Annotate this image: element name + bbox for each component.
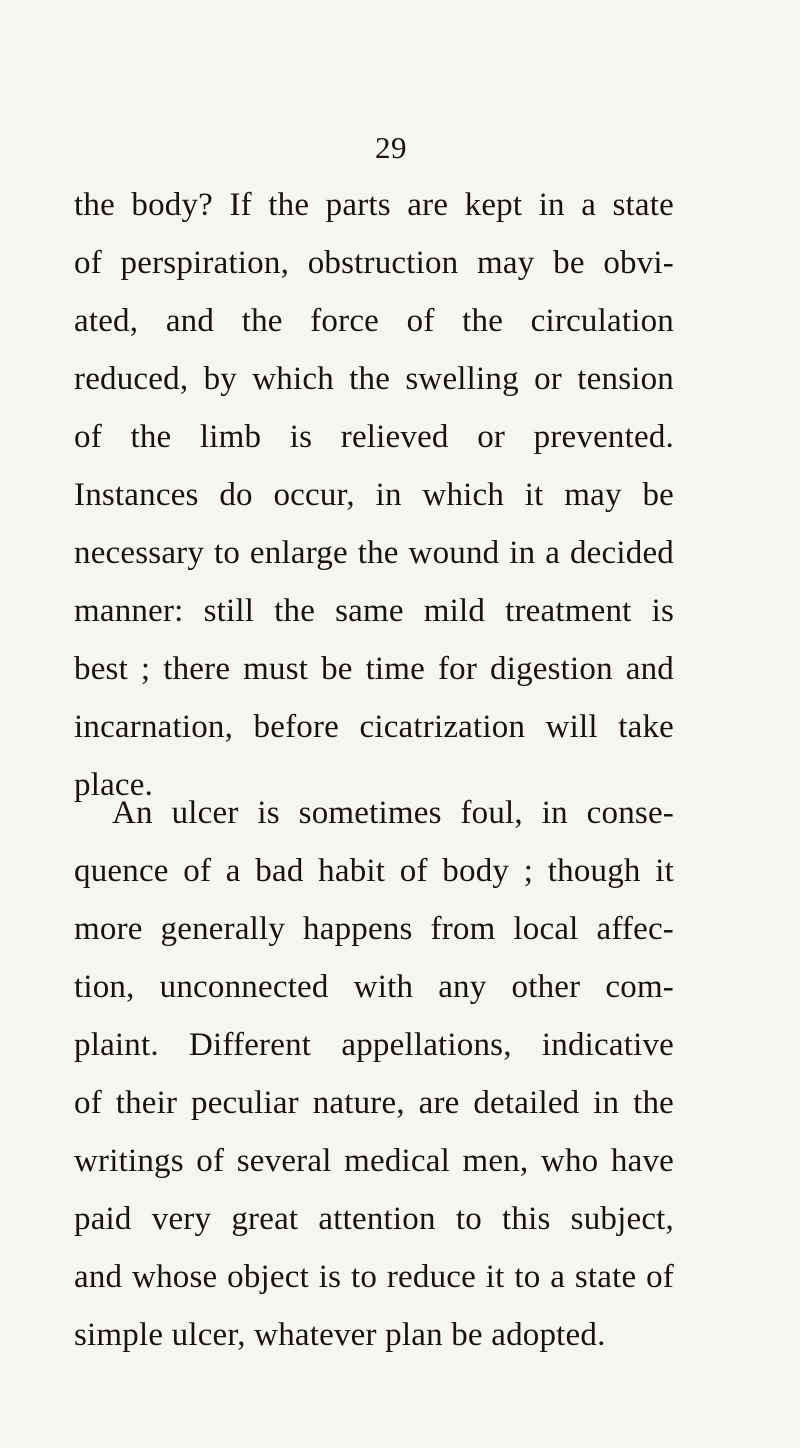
text-line: paid very great attention to this subject, (74, 1201, 674, 1237)
text-line: of perspiration, obstruction may be obvi- (74, 245, 674, 281)
text-line: reduced, by which the swelling or tension (74, 361, 674, 397)
text-line: tion, unconnected with any other com- (74, 969, 674, 1005)
text-line: plaint. Different appellations, indicative (74, 1027, 674, 1063)
text-line: place. (74, 767, 154, 803)
text-line: best ; there must be time for digestion and (74, 651, 674, 687)
text-line: necessary to enlarge the wound in a decided (74, 535, 674, 571)
text-line: An ulcer is sometimes foul, in conse- (112, 795, 674, 831)
paragraph (74, 176, 674, 814)
page-number: 29 (375, 130, 407, 165)
text-line: writings of several medical men, who have (74, 1143, 674, 1179)
text-line: the body? If the parts are kept in a state (74, 187, 674, 223)
text-line: and whose object is to reduce it to a state of (74, 1259, 674, 1295)
text-line: more generally happens from local affec- (74, 911, 674, 947)
text-line: Instances do occur, in which it may be (74, 477, 674, 513)
text-line: of their peculiar nature, are detailed in the (74, 1085, 674, 1121)
text-line: ated, and the force of the circulation (74, 303, 674, 339)
paragraph (74, 784, 674, 1364)
text-line: quence of a bad habit of body ; though it (74, 853, 674, 889)
text-line: of the limb is relieved or prevented. (74, 419, 674, 455)
text-line: incarnation, before cicatrization will take (74, 709, 674, 745)
text-line: manner: still the same mild treatment is (74, 593, 674, 629)
text-line: simple ulcer, whatever plan be adopted. (74, 1317, 606, 1353)
